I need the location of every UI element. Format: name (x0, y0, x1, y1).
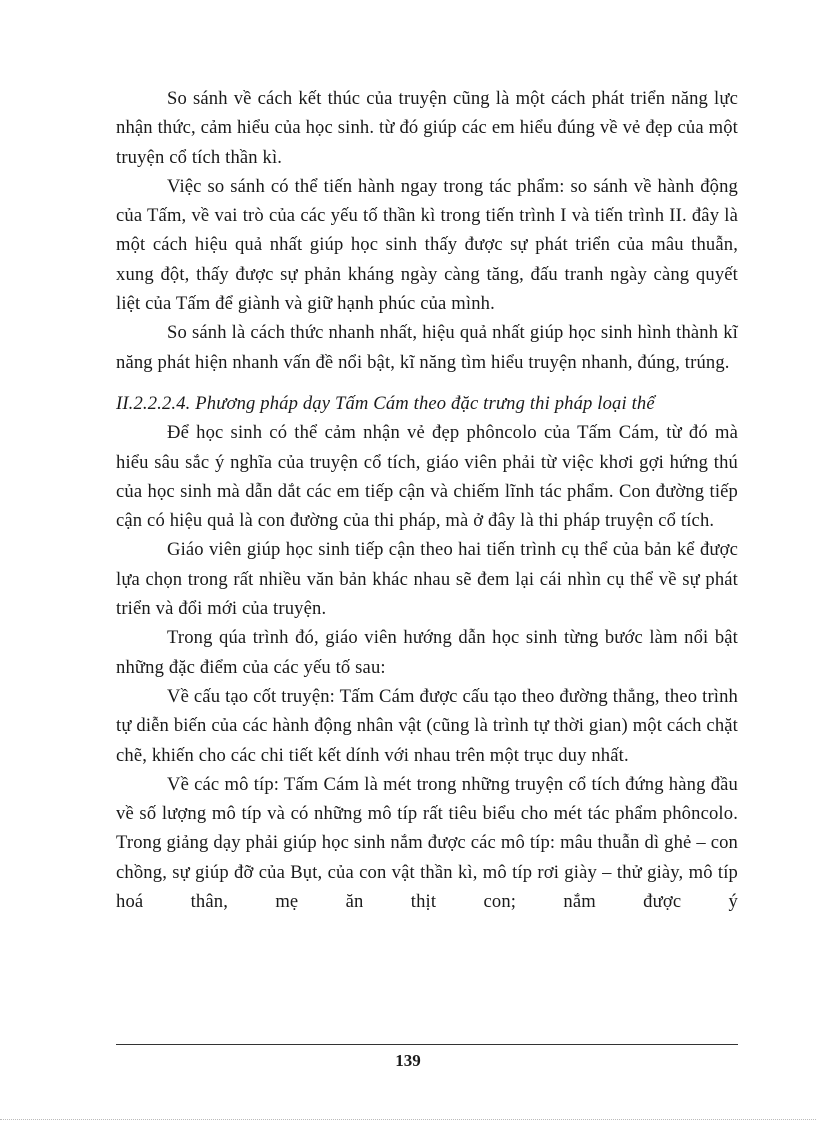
paragraph-plot-structure: Về cấu tạo cốt truyện: Tấm Cám được cấu tạo theo đường thẳng, theo trình tự diễn biến của các hành động nhân vật (cũng là trình tự thời gian) một cách chặt chẽ, khiến cho các chi tiết kết dính với nhau trên một trục duy nhất. (116, 685, 738, 766)
paragraph-ending-comparison: So sánh về cách kết thúc của truyện cũng là một cách phát triển năng lực nhận thức, cảm hiểu của học sinh. từ đó giúp các em hiểu đúng về vẻ đẹp của một truyện cổ tích thần kì. (116, 88, 738, 168)
paragraph-teacher-guidance: Trong qúa trình đó, giáo viên hướng dẫn học sinh từng bước làm nổi bật những đặc điểm của các yếu tố sau: (116, 627, 738, 678)
paragraph-two-processes: Giáo viên giúp học sinh tiếp cận theo hai tiến trình cụ thể của bản kể được lựa chọn trong rất nhiều văn bản khác nhau sẽ đem lại cái nhìn cụ thể về sự phát triển và đổi mới của truyện. (116, 539, 738, 620)
document-body (116, 84, 738, 916)
page-number: 139 (395, 1051, 421, 1070)
paragraph-comparison-skill: So sánh là cách thức nhanh nhất, hiệu quả nhất giúp học sinh hình thành kĩ năng phát hiện nhanh vấn đề nổi bật, kĩ năng tìm hiểu truyện nhanh, đúng, trúng. (116, 322, 738, 373)
paragraph-folklore-beauty: Để học sinh có thể cảm nhận vẻ đẹp phôncolo của Tấm Cám, từ đó mà hiểu sâu sắc ý nghĩa của truyện cổ tích, giáo viên phải từ việc khơi gợi hứng thú của học sinh mà dẫn dắt các em tiếp cận và chiếm lĩnh tác phẩm. Con đường tiếp cận có hiệu quả là con đường của thi pháp, mà ở đây là thi pháp truyện cổ tích. (116, 422, 738, 532)
page-bottom-border (0, 1119, 816, 1120)
footer-divider (116, 1044, 738, 1045)
paragraph-comparison-in-work: Việc so sánh có thể tiến hành ngay trong tác phẩm: so sánh về hành động của Tấm, về vai trò của các yếu tố thần kì trong tiến trình I và tiến trình II. đây là một cách hiệu quả nhất giúp học sinh thấy được sự phát triển của mâu thuẫn, xung đột, thấy được sự phản kháng ngày càng tăng, đấu tranh ngày càng quyết liệt của Tấm để giành và giữ hạnh phúc của mình. (116, 175, 738, 315)
section-heading: II.2.2.2.4. Phương pháp dạy Tấm Cám theo đặc trưng thi pháp loại thể (116, 392, 655, 414)
paragraph-motifs: Về các mô típ: Tấm Cám là mét trong những truyện cổ tích đứng hàng đầu về số lượng mô típ và có những mô típ rất tiêu biểu cho mét tác phẩm phôncolo. Trong giảng dạy phải giúp học sinh nắm được các mô típ: mâu thuẫn dì ghẻ – con chồng, sự giúp đỡ của Bụt, của con vật thần kì, mô típ rơi giày – thử giày, mô típ hoá thân, mẹ ăn thịt con; nắm được ý (116, 773, 738, 913)
